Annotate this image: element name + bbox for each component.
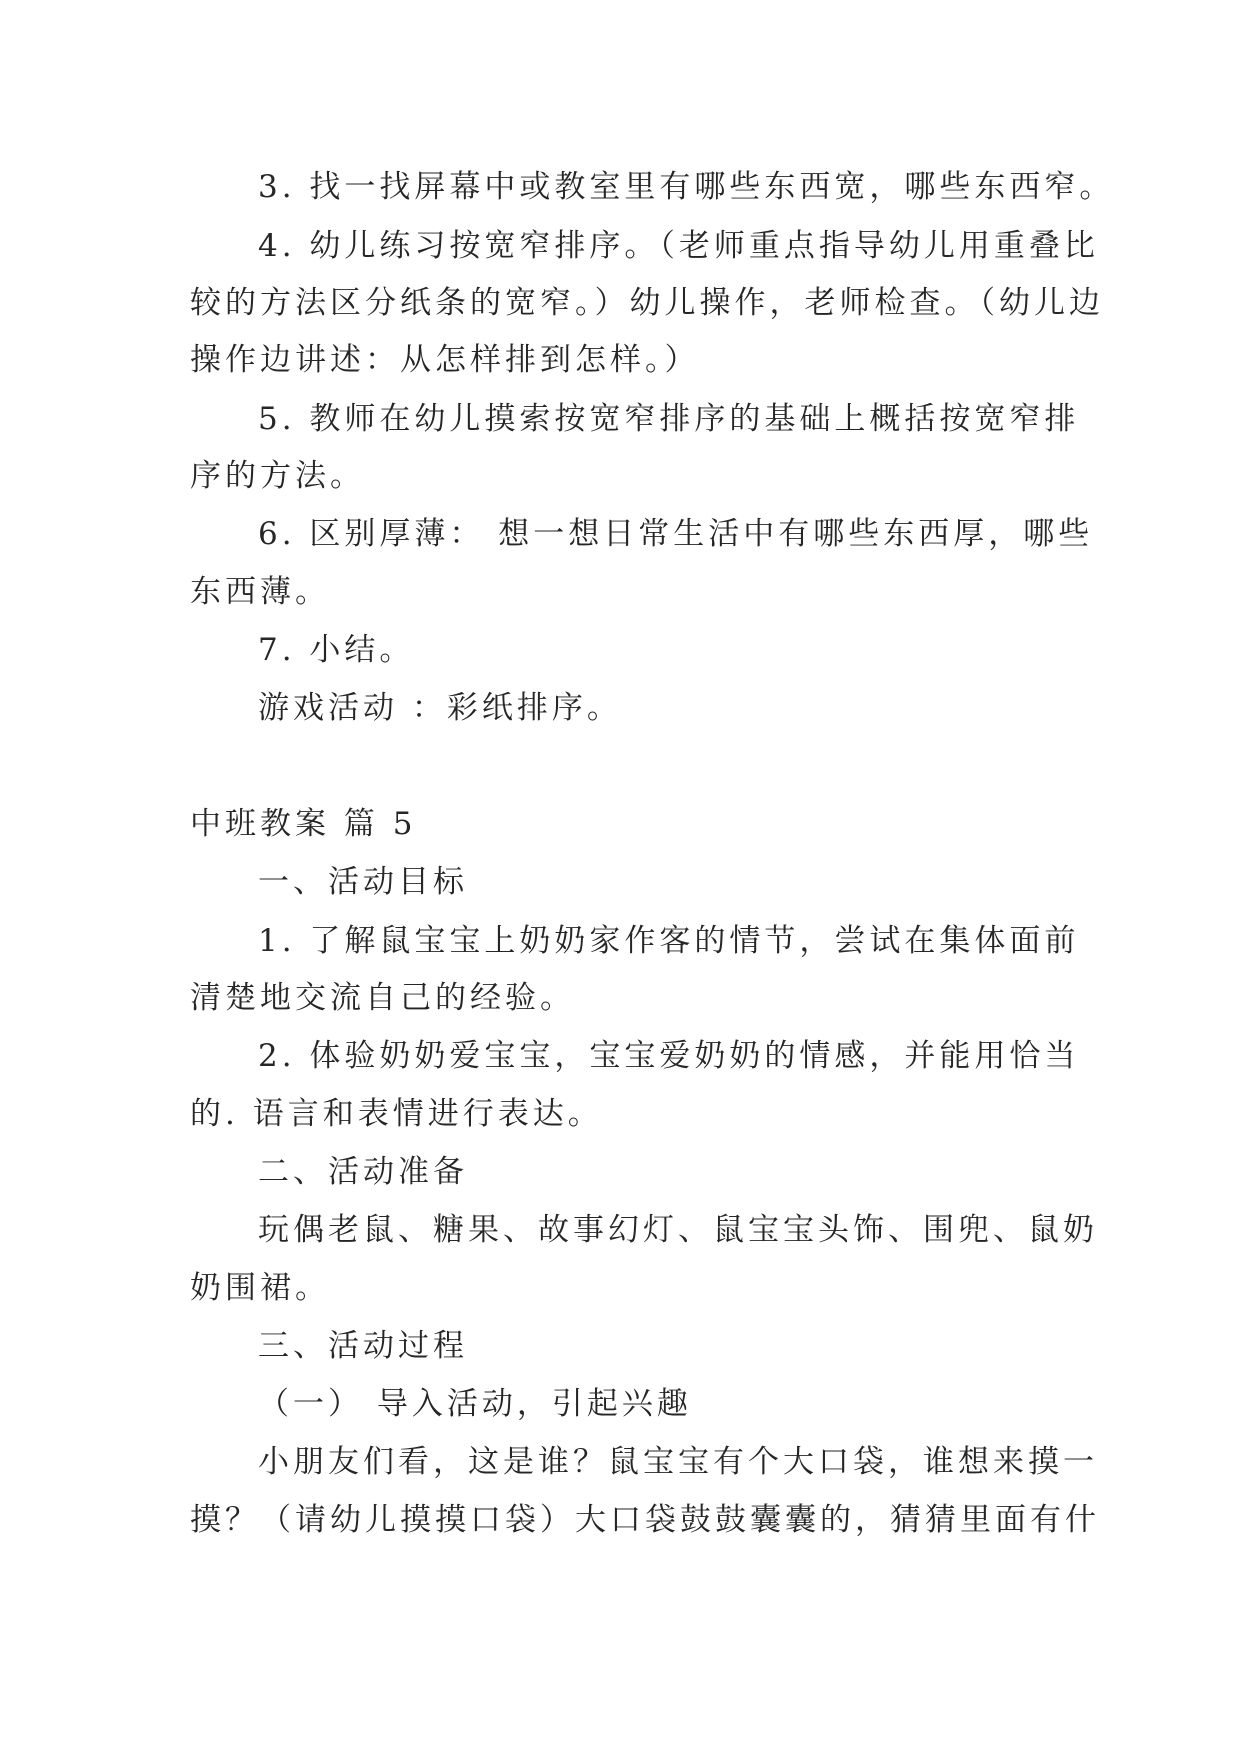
- text-line: 奶围裙。: [190, 1270, 330, 1306]
- text-line: 1. 了解鼠宝宝上奶奶家作客的情节，尝试在集体面前: [258, 923, 1080, 959]
- text-line: 7. 小结。: [258, 632, 415, 668]
- text-line: 游戏活动 ：彩纸排序。: [258, 690, 622, 726]
- text-line: 4. 幼儿练习按宽窄排序。（老师重点指导幼儿用重叠比: [258, 228, 1099, 264]
- text-line: 二、活动准备: [258, 1154, 468, 1190]
- text-line: 玩偶老鼠、糖果、故事幻灯、鼠宝宝头饰、围兜、鼠奶: [258, 1212, 1098, 1248]
- text-line: 5. 教师在幼儿摸索按宽窄排序的基础上概括按宽窄排: [258, 401, 1080, 437]
- text-line: 清楚地交流自己的经验。: [190, 980, 575, 1016]
- section-heading: 中班教案 篇 5: [190, 806, 417, 842]
- text-line: 6. 区别厚薄： 想一想日常生活中有哪些东西厚，哪些: [258, 516, 1094, 552]
- text-line: 序的方法。: [190, 458, 365, 494]
- text-line: （一） 导入活动，引起兴趣: [258, 1386, 692, 1422]
- text-line: 一、活动目标: [258, 864, 468, 900]
- text-line: 2. 体验奶奶爱宝宝，宝宝爱奶奶的情感，并能用恰当: [258, 1038, 1080, 1074]
- text-line: 的. 语言和表情进行表达。: [190, 1096, 603, 1132]
- text-line: 三、活动过程: [258, 1328, 468, 1364]
- text-line: 摸？（请幼儿摸摸口袋）大口袋鼓鼓囊囊的，猜猜里面有什: [190, 1502, 1100, 1538]
- text-line: 操作边讲述：从怎样排到怎样。）: [190, 342, 700, 378]
- text-line: 小朋友们看，这是谁？鼠宝宝有个大口袋，谁想来摸一: [258, 1444, 1098, 1480]
- text-line: 3. 找一找屏幕中或教室里有哪些东西宽，哪些东西窄。: [258, 169, 1115, 205]
- text-line: 东西薄。: [190, 574, 330, 610]
- text-line: 较的方法区分纸条的宽窄。）幼儿操作，老师检查。（幼儿边: [190, 285, 1104, 321]
